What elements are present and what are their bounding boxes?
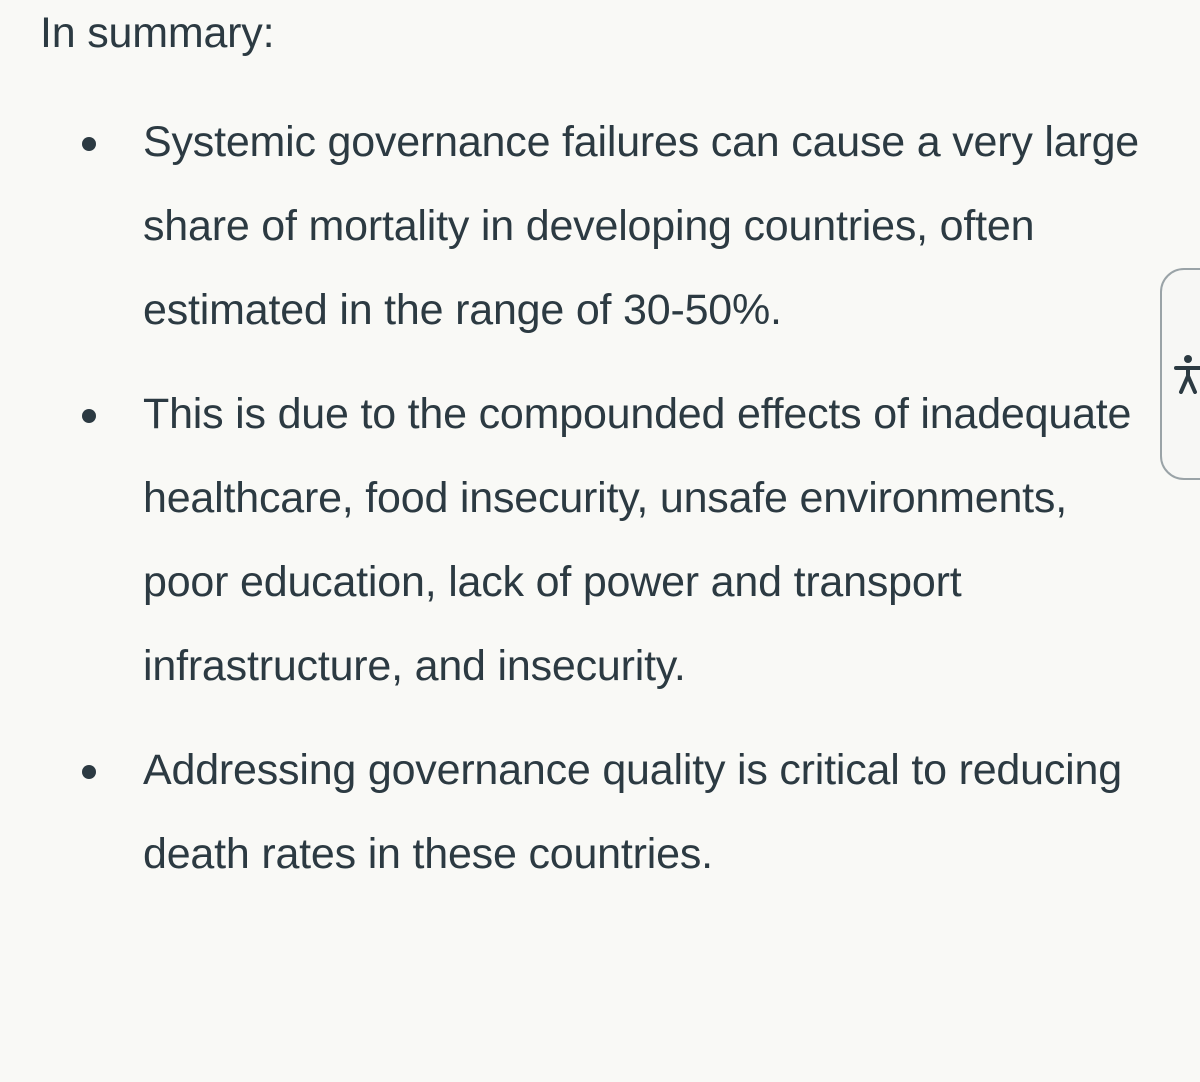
list-item-text: Addressing governance quality is critical to reducing death rates in these countries. xyxy=(143,746,1122,878)
summary-list xyxy=(40,100,1160,896)
list-item-text: Systemic governance failures can cause a very large share of mortality in developing countries, often estimated in the range of 30-50%. xyxy=(143,118,1140,334)
accessibility-button[interactable] xyxy=(1160,268,1200,480)
accessibility-person-icon xyxy=(1174,354,1200,394)
bullet-icon xyxy=(82,137,96,151)
list-item xyxy=(40,372,1153,708)
summary-intro: In summary: xyxy=(40,9,275,57)
bullet-icon xyxy=(82,765,96,779)
list-item-text: This is due to the compounded effects of inadequate healthcare, food insecurity, unsafe environments, poor education, lack of power and transport infrastructure, and insecurity. xyxy=(143,390,1132,690)
list-item xyxy=(40,100,1153,352)
bullet-icon xyxy=(82,409,96,423)
list-item xyxy=(40,728,1153,896)
message-content xyxy=(40,0,1160,896)
